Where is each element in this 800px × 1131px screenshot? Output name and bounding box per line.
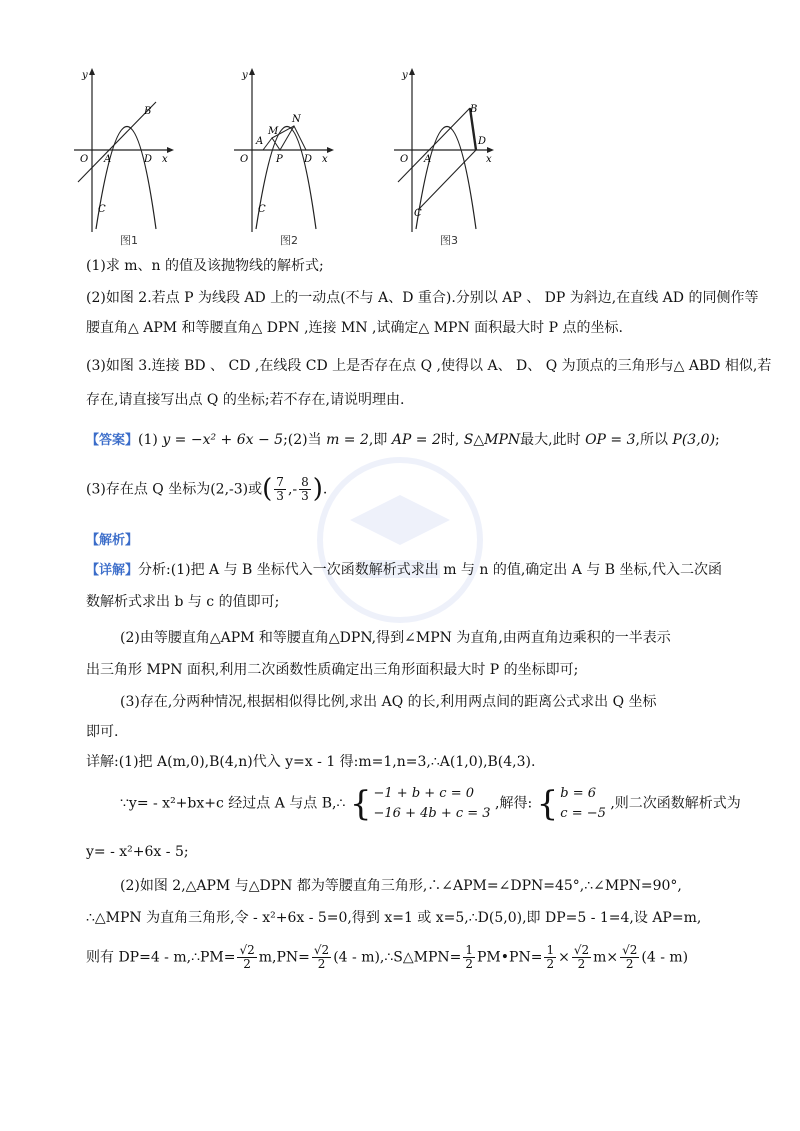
answer-parabola-equation: y = −x² + 6x − 5 [162,432,284,448]
detail-line-6 [86,944,688,971]
figure-3-graph [390,64,510,234]
fraction-one-half: $\frac{1}{2}$ [546,943,555,972]
fig3-label-d: D [478,136,487,147]
answer-m-value: m = 2 [326,432,369,448]
solution-system: b = 6 c = −5 [560,786,606,821]
fig3-label-y: y [402,70,408,81]
fig3-label-a: A [424,154,432,165]
analysis-p3-line-2: 即可. [86,724,119,740]
fig2-label-n: N [292,114,301,125]
answer-line-2: (3)存在点 Q 坐标为(2,-3)或( $\frac{7}{3}$ ,- $\frac{8}{3}$ ). [86,474,328,504]
fig2-label-o: O [240,154,249,165]
detail-text: ,则二次函数解析式为 [610,795,741,812]
fig2-label-x: x [322,154,328,165]
question-3-line-2: 存在,请直接写出点 Q 的坐标;若不存在,请说明理由. [86,392,405,408]
answer-fraction-2: $\frac{8}{3}$ [301,474,309,503]
answer-text: 最大,此时 [520,432,581,448]
answer-text: 或 [248,481,263,498]
detail-text: 则有 DP=4 - m,∴PM= [86,949,236,966]
figure-3-caption: 图3 [440,234,458,247]
fraction-one-half: $\frac{1}{2}$ [465,943,474,972]
fig3-label-o: O [400,154,409,165]
fig1-label-y: y [82,70,88,81]
fig3-label-b: B [470,104,478,115]
answer-tag: 【答案】 [86,433,139,448]
answer-p-coordinate: P(3,0) [672,432,716,448]
answer-op-value: OP = 3 [585,432,636,448]
fraction-sqrt2-over-2: $\frac{√2}{2}$ [573,943,590,972]
analysis-p1-line-2: 数解析式求出 b 与 c 的值即可; [86,594,280,610]
detail-text: m,PN= [258,949,310,966]
fig2-label-d: D [304,154,313,165]
detail-text: ,解得: [495,795,533,812]
detail-tag: 【详解】 [86,563,139,578]
figure-2-caption: 图2 [280,234,298,247]
fig1-label-d: D [144,154,153,165]
detail-text: PM•PN= [477,949,543,966]
equation-system: −1 + b + c = 0 −16 + 4b + c = 3 [373,786,491,821]
answer-fraction-1: $\frac{7}{3}$ [276,474,284,503]
analysis-tag: 【解析】 [86,533,139,548]
fig2-label-p: P [276,154,283,165]
answer-text: . [322,481,328,498]
detail-line-4: (2)如图 2,△APM 与△DPN 都为等腰直角三角形,∴∠APM=∠DPN=45°,∴∠MPN=90°, [120,878,682,894]
fraction-sqrt2-over-2: $\frac{√2}{2}$ [313,943,330,972]
fig2-label-y: y [242,70,248,81]
detail-line-3: y= - x²+6x - 5; [86,844,189,860]
detail-text: ∵y= - x²+bx+c 经过点 A 与点 B,∴ [120,795,346,812]
detail-text: m× [593,949,619,966]
answer-text: ;(2)当 [283,432,322,448]
answer-text: ; [715,432,720,448]
fig2-label-m: M [268,126,279,137]
answer-ap-value: AP = 2 [391,432,441,448]
question-1: (1)求 m、n 的值及该抛物线的解析式; [86,258,324,274]
fig1-label-o: O [80,154,89,165]
answer-line-1 [86,430,720,451]
figure-strip [70,64,510,254]
analysis-p2-line-2: 出三角形 MPN 面积,利用二次函数性质确定出三角形面积最大时 P 的坐标即可; [86,662,579,678]
fraction-sqrt2-over-2: $\frac{√2}{2}$ [239,943,255,972]
figure-1-graph [70,64,190,234]
detail-line-1: 详解:(1)把 A(m,0),B(4,n)代入 y=x - 1 得:m=1,n=3,∴A(1,0),B(4,3). [86,754,536,770]
figure-1 [70,64,190,247]
answer-text: ,即 [368,432,388,448]
analysis-heading [86,530,138,551]
fraction-sqrt2-over-2: $\frac{√2}{2}$ [622,943,638,972]
detail-text: × [558,949,570,966]
question-3-line-1: (3)如图 3.连接 BD 、 CD ,在线段 CD 上是否存在点 Q ,使得以 A、 D、 Q 为顶点的三角形与△ ABD 相似,若 [86,358,772,374]
analysis-p3-line-1: (3)存在,分两种情况,根据相似得比例,求出 AQ 的长,利用两点间的距离公式求出 Q 坐标 [120,694,657,710]
detail-line-2: ∵y= - x²+bx+c 经过点 A 与点 B,∴ { −1 + b + c = 0 −16 + 4b + c = 3 ,解得: { b = 6 c = −5 ,则二次函数解析式为 [120,783,741,824]
figure-2 [230,64,350,247]
question-2-line-1: (2)如图 2.若点 P 为线段 AD 上的一动点(不与 A、D 重合).分别以 AP 、 DP 为斜边,在直线 AD 的同侧作等 [86,290,759,306]
detail-text: (4 - m) [641,949,689,966]
fig3-label-x: x [486,154,492,165]
question-2-line-2: 腰直角△ APM 和等腰直角△ DPN ,连接 MN ,试确定△ MPN 面积最大时 P 点的坐标. [86,320,623,336]
figure-1-caption: 图1 [120,234,138,247]
answer-text: ,所以 [635,432,668,448]
answer-part-3-label: (3)存在点 Q 坐标为 [86,481,211,498]
detail-line-5: ∴△MPN 为直角三角形,令 - x²+6x - 5=0,得到 x=1 或 x=5,∴D(5,0),即 DP=5 - 1=4,设 AP=m, [86,910,702,926]
fig1-label-b: B [144,106,152,117]
analysis-p1-line-1 [86,560,722,581]
analysis-p2-line-1: (2)由等腰直角△APM 和等腰直角△DPN,得到∠MPN 为直角,由两直角边乘积的一半表示 [120,630,671,646]
answer-area-symbol: S△MPN [463,432,521,448]
fig2-label-a: A [256,136,264,147]
fig1-label-c: C [98,204,106,215]
fig1-label-x: x [162,154,168,165]
fig1-label-a: A [104,154,112,165]
fig3-label-c: C [414,208,422,219]
answer-q-point-1: (2,-3) [210,481,249,498]
detail-text: (4 - m),∴S△MPN= [333,949,462,966]
fig2-label-c: C [258,204,266,215]
answer-text: 时, [440,432,460,448]
answer-part-1-label: (1) [138,432,158,448]
analysis-text: 分析:(1)把 A 与 B 坐标代入一次函数解析式求出 m 与 n 的值,确定出 A 与 B 坐标,代入二次函 [138,562,722,578]
figure-3 [390,64,510,247]
figure-2-graph [230,64,350,234]
